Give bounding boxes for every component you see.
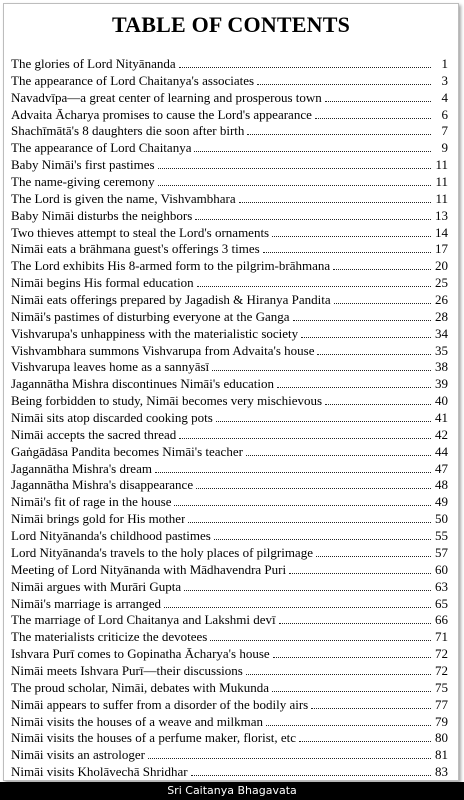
toc-entry-title: Nimāi eats a brāhmana guest's offerings 3 times bbox=[11, 241, 260, 257]
toc-entry bbox=[11, 410, 448, 427]
toc-entry bbox=[11, 174, 448, 191]
toc-list bbox=[11, 56, 448, 781]
toc-entry-page-number: 20 bbox=[435, 258, 448, 274]
toc-entry bbox=[11, 511, 448, 528]
toc-entry-page-number: 44 bbox=[435, 443, 448, 459]
toc-entry bbox=[11, 747, 448, 764]
toc-entry-title: The glories of Lord Nityānanda bbox=[11, 56, 176, 71]
dot-leader bbox=[148, 758, 431, 759]
toc-entry-title: Nimāi eats offerings prepared by Jagadish & Hiranya Pandita bbox=[11, 292, 331, 308]
dot-leader bbox=[299, 741, 431, 742]
toc-entry bbox=[11, 292, 448, 309]
toc-entry-page-number: 25 bbox=[435, 275, 448, 291]
dot-leader bbox=[279, 623, 431, 624]
toc-entry-title: Nimāi begins His formal education bbox=[11, 275, 194, 291]
dot-leader bbox=[272, 236, 431, 237]
toc-entry-title: Nimāi sits atop discarded cooking pots bbox=[11, 410, 213, 426]
toc-entry-page-number: 80 bbox=[435, 730, 448, 746]
dot-leader bbox=[210, 640, 431, 641]
toc-entry-title: The Lord exhibits His 8-armed form to the pilgrim-brāhmana bbox=[11, 258, 331, 274]
toc-entry-title: Baby Nimāi's first pastimes bbox=[11, 157, 155, 173]
dot-leader bbox=[184, 590, 431, 591]
toc-entry-page-number: 42 bbox=[435, 426, 448, 442]
dot-leader bbox=[317, 354, 431, 355]
toc-entry bbox=[11, 562, 448, 579]
toc-entry-title: The materialists criticize the devotees bbox=[11, 629, 208, 645]
toc-entry-title: Shachīmātā's 8 daughters die soon after birth bbox=[11, 123, 245, 139]
dot-leader bbox=[196, 488, 431, 489]
toc-entry bbox=[11, 596, 448, 613]
toc-entry-title: Vishvarupa's unhappiness with the materialistic society bbox=[11, 325, 299, 341]
toc-entry-page-number: 72 bbox=[435, 662, 448, 678]
page-title: TABLE OF CONTENTS bbox=[111, 12, 351, 37]
dot-leader bbox=[174, 505, 431, 506]
dot-leader bbox=[333, 269, 431, 270]
toc-entry bbox=[11, 225, 448, 242]
toc-entry-page-number: 35 bbox=[435, 342, 448, 358]
toc-entry bbox=[11, 461, 448, 478]
toc-entry-page-number: 65 bbox=[435, 595, 448, 611]
toc-entry-title: Jagannātha Mishra's disappearance bbox=[11, 477, 194, 493]
dot-leader bbox=[158, 185, 431, 186]
footer-caption: Sri Caitanya Bhagavata bbox=[0, 782, 464, 800]
toc-entry-title: Nimāi visits Kholāvechā Shridhar bbox=[11, 764, 188, 780]
toc-entry-page-number: 49 bbox=[435, 494, 448, 510]
dot-leader bbox=[179, 438, 431, 439]
dot-leader bbox=[289, 573, 431, 574]
toc-entry bbox=[11, 73, 448, 90]
dot-leader bbox=[239, 202, 431, 203]
dot-leader bbox=[216, 421, 431, 422]
dot-leader bbox=[277, 387, 431, 388]
toc-entry-title: Jagannātha Mishra discontinues Nimāi's education bbox=[11, 376, 275, 392]
toc-entry bbox=[11, 730, 448, 747]
toc-entry bbox=[11, 579, 448, 596]
toc-entry-page-number: 14 bbox=[435, 224, 448, 240]
toc-entry-title: Baby Nimāi disturbs the neighbors bbox=[11, 207, 193, 223]
toc-entry-page-number: 13 bbox=[435, 207, 448, 223]
toc-entry bbox=[11, 208, 448, 225]
dot-leader bbox=[315, 118, 431, 119]
toc-entry-title: Nimāi accepts the sacred thread bbox=[11, 426, 177, 442]
document-page bbox=[3, 3, 459, 781]
toc-entry-page-number: 57 bbox=[435, 544, 448, 560]
toc-entry bbox=[11, 258, 448, 275]
toc-entry-title: Meeting of Lord Nityānanda with Mādhavendra Puri bbox=[11, 561, 287, 577]
toc-entry-page-number: 28 bbox=[435, 308, 448, 324]
dot-leader bbox=[158, 168, 431, 169]
toc-entry-title: The marriage of Lord Chaitanya and Lakshmi devī bbox=[11, 612, 276, 628]
toc-entry-page-number: 11 bbox=[435, 157, 448, 173]
toc-entry-title: Two thieves attempt to steal the Lord's ornaments bbox=[11, 224, 270, 240]
toc-entry-page-number: 55 bbox=[435, 528, 448, 544]
dot-leader bbox=[301, 337, 431, 338]
toc-entry bbox=[11, 629, 448, 646]
toc-entry bbox=[11, 123, 448, 140]
toc-entry bbox=[11, 241, 448, 258]
toc-entry-title: Nimāi visits an astrologer bbox=[11, 747, 145, 763]
toc-entry-title: Lord Nityānanda's childhood pastimes bbox=[11, 528, 211, 544]
toc-entry bbox=[11, 326, 448, 343]
dot-leader bbox=[212, 370, 431, 371]
dot-leader bbox=[257, 84, 431, 85]
toc-entry bbox=[11, 477, 448, 494]
toc-entry bbox=[11, 275, 448, 292]
toc-entry-title: Nimāi visits the houses of a weave and milkman bbox=[11, 713, 264, 729]
dot-leader bbox=[247, 134, 431, 135]
dot-leader bbox=[272, 691, 431, 692]
toc-entry bbox=[11, 393, 448, 410]
toc-entry-page-number: 83 bbox=[435, 764, 448, 780]
dot-leader bbox=[325, 101, 431, 102]
toc-entry-title: Nimāi visits the houses of a perfume maker, florist, etc bbox=[11, 730, 297, 746]
toc-entry-page-number: 7 bbox=[441, 123, 448, 139]
toc-entry-title: Vishvambhara summons Vishvarupa from Advaita's house bbox=[11, 342, 315, 358]
toc-entry-page-number: 17 bbox=[435, 241, 448, 257]
toc-entry-title: Being forbidden to study, Nimāi becomes very mischievous bbox=[11, 393, 323, 409]
toc-entry-page-number: 50 bbox=[435, 511, 448, 527]
toc-entry-page-number: 77 bbox=[435, 696, 448, 712]
dot-leader bbox=[195, 219, 431, 220]
toc-entry bbox=[11, 528, 448, 545]
toc-entry bbox=[11, 191, 448, 208]
toc-entry bbox=[11, 140, 448, 157]
dot-leader bbox=[325, 404, 431, 405]
dot-leader bbox=[334, 303, 431, 304]
toc-entry bbox=[11, 494, 448, 511]
toc-entry bbox=[11, 359, 448, 376]
toc-entry-title: Nimāi's marriage is arranged bbox=[11, 595, 161, 611]
toc-entry bbox=[11, 376, 448, 393]
toc-entry-page-number: 1 bbox=[441, 56, 448, 71]
toc-entry-title: Vishvarupa leaves home as a sannyāsī bbox=[11, 359, 210, 375]
toc-entry-page-number: 72 bbox=[435, 646, 448, 662]
dot-leader bbox=[246, 674, 431, 675]
toc-entry-title: Gaṅgādāsa Pandita becomes Nimāi's teacher bbox=[11, 443, 243, 459]
toc-entry-page-number: 4 bbox=[441, 89, 448, 105]
toc-entry bbox=[11, 663, 448, 680]
toc-entry bbox=[11, 343, 448, 360]
toc-entry-title: Nimāi argues with Murāri Gupta bbox=[11, 578, 182, 594]
toc-entry-page-number: 60 bbox=[435, 561, 448, 577]
dot-leader bbox=[188, 522, 431, 523]
toc-entry bbox=[11, 680, 448, 697]
toc-entry-page-number: 75 bbox=[435, 679, 448, 695]
dot-leader bbox=[191, 775, 431, 776]
dot-leader bbox=[266, 725, 431, 726]
toc-entry bbox=[11, 612, 448, 629]
toc-entry bbox=[11, 107, 448, 124]
dot-leader bbox=[164, 607, 431, 608]
toc-entry-page-number: 41 bbox=[435, 410, 448, 426]
toc-entry-title: Nimāi's fit of rage in the house bbox=[11, 494, 172, 510]
toc-entry-page-number: 71 bbox=[435, 629, 448, 645]
toc-entry-title: Navadvīpa—a great center of learning and prosperous town bbox=[11, 89, 322, 105]
dot-leader bbox=[273, 657, 431, 658]
toc-entry-title: Nimāi brings gold for His mother bbox=[11, 511, 186, 527]
dot-leader bbox=[246, 455, 431, 456]
toc-entry-title: Ishvara Purī comes to Gopinatha Ācharya's house bbox=[11, 646, 270, 662]
toc-entry bbox=[11, 444, 448, 461]
toc-entry bbox=[11, 646, 448, 663]
toc-entry-title: Nimāi's pastimes of disturbing everyone at the Ganga bbox=[11, 308, 290, 324]
dot-leader bbox=[197, 286, 431, 287]
toc-entry-page-number: 66 bbox=[435, 612, 448, 628]
toc-entry-page-number: 63 bbox=[435, 578, 448, 594]
toc-entry-page-number: 48 bbox=[435, 477, 448, 493]
toc-entry-title: The appearance of Lord Chaitanya's associates bbox=[11, 72, 255, 88]
dot-leader bbox=[155, 472, 431, 473]
toc-entry bbox=[11, 427, 448, 444]
toc-entry-title: Nimāi appears to suffer from a disorder of the bodily airs bbox=[11, 696, 309, 712]
toc-entry-page-number: 3 bbox=[441, 72, 448, 88]
dot-leader bbox=[263, 252, 431, 253]
toc-entry bbox=[11, 90, 448, 107]
toc-entry-page-number: 6 bbox=[441, 106, 448, 122]
dot-leader bbox=[311, 708, 431, 709]
toc-entry bbox=[11, 309, 448, 326]
dot-leader bbox=[293, 320, 431, 321]
toc-entry bbox=[11, 764, 448, 781]
toc-entry-title: The name-giving ceremony bbox=[11, 174, 155, 190]
toc-entry-title: The proud scholar, Nimāi, debates with Mukunda bbox=[11, 679, 269, 695]
toc-entry-page-number: 47 bbox=[435, 460, 448, 476]
toc-entry-title: Nimāi meets Ishvara Purī—their discussions bbox=[11, 662, 243, 678]
toc-entry bbox=[11, 545, 448, 562]
toc-entry bbox=[11, 697, 448, 714]
toc-entry-page-number: 38 bbox=[435, 359, 448, 375]
dot-leader bbox=[194, 151, 431, 152]
toc-entry-page-number: 40 bbox=[435, 393, 448, 409]
toc-entry-title: Lord Nityānanda's travels to the holy places of pilgrimage bbox=[11, 544, 313, 560]
toc-entry bbox=[11, 157, 448, 174]
dot-leader bbox=[316, 556, 431, 557]
toc-entry-page-number: 81 bbox=[435, 747, 448, 763]
toc-entry-page-number: 11 bbox=[435, 190, 448, 206]
dot-leader bbox=[179, 67, 431, 68]
toc-entry-title: The Lord is given the name, Vishvambhara bbox=[11, 190, 236, 206]
toc-entry-title: The appearance of Lord Chaitanya bbox=[11, 140, 192, 156]
toc-entry-page-number: 34 bbox=[435, 325, 448, 341]
toc-entry bbox=[11, 56, 448, 73]
toc-entry-title: Jagannātha Mishra's dream bbox=[11, 460, 152, 476]
toc-entry bbox=[11, 714, 448, 731]
toc-entry-page-number: 39 bbox=[435, 376, 448, 392]
toc-entry-title: Advaita Ācharya promises to cause the Lord's appearance bbox=[11, 106, 312, 122]
toc-entry-page-number: 26 bbox=[435, 292, 448, 308]
toc-entry-page-number: 11 bbox=[435, 174, 448, 190]
toc-entry-page-number: 79 bbox=[435, 713, 448, 729]
dot-leader bbox=[214, 539, 431, 540]
toc-entry-page-number: 9 bbox=[441, 140, 448, 156]
